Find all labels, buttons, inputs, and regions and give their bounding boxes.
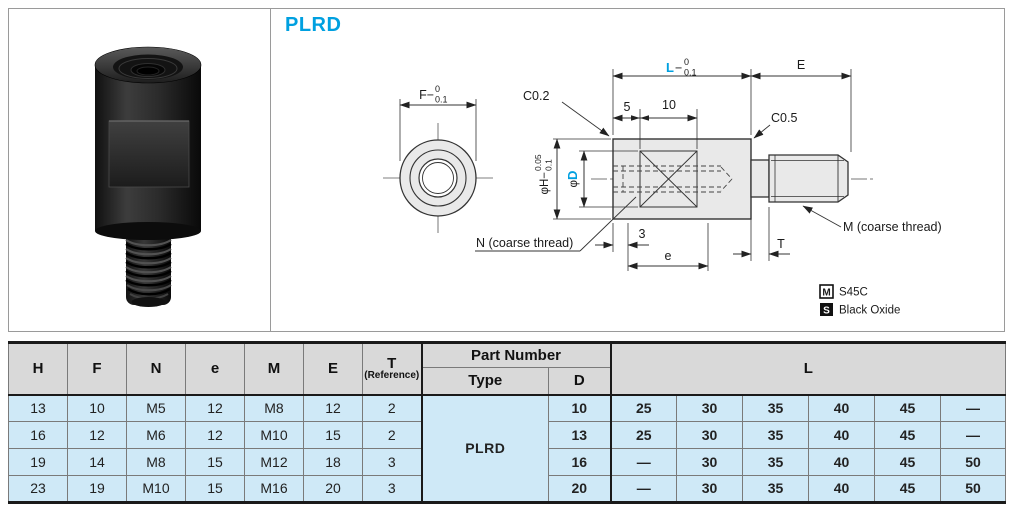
svg-text:S: S [823,305,830,317]
header-h: H [9,343,68,395]
cell-t: 2 [363,422,422,449]
cell-h: 13 [9,395,68,422]
cell-l: 30 [677,476,743,503]
cell-l: 30 [677,422,743,449]
cell-e: 15 [186,449,245,476]
cell-f: 14 [68,449,127,476]
dim-3-label: 3 [638,227,646,241]
dim-e-bottom-label: e [664,249,672,263]
product-photo [9,9,270,331]
header-type: Type [422,368,549,395]
m-thread-label: M (coarse thread) [843,220,942,234]
cell-n: M8 [127,449,186,476]
technical-drawing [271,9,1004,331]
cell-n: M5 [127,395,186,422]
header-m: M [245,343,304,395]
cell-l: 50 [941,449,1006,476]
cell-n: M6 [127,422,186,449]
cell-e: 15 [186,476,245,503]
spec-table [8,341,1006,504]
svg-text:0.1: 0.1 [543,159,554,171]
dim-f-tol-bottom: 0.1 [435,94,448,105]
header-n: N [127,343,186,395]
finish-note-text: Black Oxide [839,304,901,317]
cell-e2: 15 [304,422,363,449]
cell-e: 12 [186,395,245,422]
finish-icon-s [820,303,833,317]
dim-f-label: F− [419,88,434,102]
cell-l: — [941,422,1006,449]
cell-l: — [611,476,677,503]
cell-t: 3 [363,476,422,503]
dim-l-label: L [666,60,674,75]
cell-l: 50 [941,476,1006,503]
cell-l: 40 [809,422,875,449]
svg-text:φD: φD [565,170,580,188]
cell-h: 23 [9,476,68,503]
cell-l: 40 [809,449,875,476]
header-e2: E [304,343,363,395]
cell-l: 35 [743,395,809,422]
dim-phi-h-label [533,154,554,194]
cell-n: M10 [127,476,186,503]
header-f: F [68,343,127,395]
cell-d: 13 [549,422,611,449]
dim-e-top-label: E [796,58,806,72]
dim-l-minus: − [675,61,683,75]
dim-10-label: 10 [662,98,676,112]
cell-l: 35 [743,476,809,503]
cell-t: 2 [363,395,422,422]
header-t: T (Reference) [363,343,422,395]
cell-e: 12 [186,422,245,449]
cell-m: M16 [245,476,304,503]
header-t-reference: (Reference) [364,369,420,381]
cell-h: 19 [9,449,68,476]
cell-l: 45 [875,395,941,422]
cell-l: 45 [875,422,941,449]
cell-l: 30 [677,395,743,422]
type-value: PLRD [422,395,549,503]
cell-l: 40 [809,476,875,503]
svg-text:0.05: 0.05 [533,154,543,171]
cell-l: 35 [743,422,809,449]
svg-text:M: M [822,287,831,299]
product-photo-panel [9,9,271,331]
machined-flat [109,121,189,187]
cell-l: 45 [875,449,941,476]
cell-e2: 18 [304,449,363,476]
header-l: L [611,343,1006,395]
cell-l: — [941,395,1006,422]
cell-d: 16 [549,449,611,476]
cell-h: 16 [9,422,68,449]
technical-drawing-panel [271,9,1004,331]
cell-m: M8 [245,395,304,422]
dim-l-tol-bottom: 0.1 [684,67,697,78]
cell-l: 40 [809,395,875,422]
header-e: e [186,343,245,395]
cell-l: — [611,449,677,476]
dim-f-tol-top: 0 [435,84,441,94]
chamfer-left-label: C0.2 [523,89,550,103]
cell-l: 25 [611,395,677,422]
dim-l-tol-top: 0 [684,57,690,67]
cell-m: M12 [245,449,304,476]
n-thread-label: N (coarse thread) [476,236,574,250]
cell-t: 3 [363,449,422,476]
cell-f: 19 [68,476,127,503]
threaded-stud [126,231,171,307]
header-d: D [549,368,611,395]
cell-d: 10 [549,395,611,422]
cell-l: 45 [875,476,941,503]
material-icon-m [820,285,833,299]
cell-l: 35 [743,449,809,476]
front-view [383,84,493,233]
cell-e2: 20 [304,476,363,503]
cell-d: 20 [549,476,611,503]
catalog-top-panel [8,8,1005,332]
material-note-text: S45C [839,286,868,299]
dim-t-label: T [777,237,785,251]
header-part-number: Part Number [422,343,611,368]
dim-phi-d-label [565,171,580,188]
cell-e2: 12 [304,395,363,422]
series-title: PLRD [285,14,342,36]
material-notes [820,285,900,317]
cell-f: 12 [68,422,127,449]
table-row [9,395,1006,422]
chamfer-right-label: C0.5 [771,111,798,125]
cell-f: 10 [68,395,127,422]
cell-l: 30 [677,449,743,476]
cell-m: M10 [245,422,304,449]
cell-l: 25 [611,422,677,449]
svg-text:φH−: φH− [539,172,551,195]
dim-5-label: 5 [623,100,631,114]
